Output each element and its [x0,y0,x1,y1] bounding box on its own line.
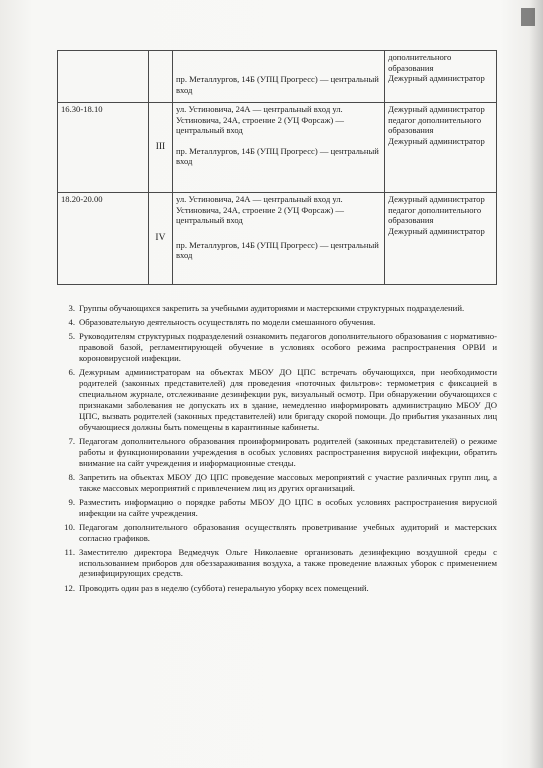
list-item [57,497,497,519]
order-items-list [57,303,497,597]
item-number: 11. [64,546,75,557]
scan-edge-shadow [529,0,543,768]
item-number: 3. [68,303,75,313]
responsible-line: дополнительного образования [388,52,452,73]
item-number: 9. [68,496,75,507]
address-line: пр. Металлургов, 14Б (УПЦ Прогресс) — центральный вход [175,74,379,95]
responsible-cell [385,193,497,285]
item-number: 12. [64,582,75,593]
group-cell: IV [148,193,172,285]
item-number: 8. [68,471,75,482]
time-cell: 16.30-18.10 [58,103,149,193]
item-text: Дежурным администраторам на объектах МБОУ ДО ЦПС встречать обучающихся, при необходимости родителей (законных представителей) для проведения «поточных фильтров»: термометрия с фиксацией в специальном журнале, отслеживание дезинфекции рук, визуальный осмотр. При обнаружении обучающихся с признаками заболевания не допускать их в здание, немедленно информировать администрацию МБОУ ДО ЦПС, вызвать родителей (законных представителей) или бригаду скорой помощи. До прибытия указанных лиц обучающиеся должны быть помещены в карантинные кабинеты. [79,367,497,432]
list-item [57,303,497,314]
item-number: 10. [64,521,75,532]
list-item [57,472,497,494]
item-text: Педагогам дополнительного образования осуществлять проветривание учебных аудиторий и мастерских согласно графиков. [79,521,497,543]
responsible-cell [385,103,497,193]
responsible-line: Дежурный администратор [388,225,485,236]
address-cell [172,51,384,103]
address-cell [172,193,384,285]
address-cell [172,103,384,193]
table-row [58,193,497,285]
scan-corner-mark [521,8,535,26]
list-item [57,583,497,594]
schedule-table [57,50,497,285]
group-cell [148,51,172,103]
item-text: Группы обучающихся закрепить за учебными аудиториями и мастерскими структурных подразделений. [79,303,465,313]
responsible-line: Дежурный администратор [388,135,485,146]
list-item [57,522,497,544]
item-text: Педагогам дополнительного образования проинформировать родителей (законных представителей) о режиме работы и функционировании учреждения в особых условиях распространения вирусной инфекции, обратить внимание на сайт учреждения и информационные стенды. [79,435,497,468]
responsible-line: Дежурный администратор [388,73,485,84]
address-line: ул. Устиновича, 24А — центральный вход ул. Устиновича, 24А, строение 2 (УЦ Форсаж) — центральный вход [175,104,345,136]
item-number: 4. [68,317,75,328]
list-item [57,331,497,364]
address-line: пр. Металлургов, 14Б (УПЦ Прогресс) — центральный вход [175,239,379,261]
item-number: 5. [68,331,75,342]
list-item [57,436,497,469]
responsible-line: Дежурный администратор педагог дополнительного образования [388,194,485,226]
address-line: ул. Устиновича, 24А — центральный вход ул. Устиновича, 24А, строение 2 (УЦ Форсаж) — центральный вход [175,194,345,226]
address-line: пр. Металлургов, 14Б (УПЦ Прогресс) — центральный вход [175,145,379,167]
responsible-cell [385,51,497,103]
item-text: Руководителям структурных подразделений ознакомить педагогов дополнительного образования с нормативно-правовой базой, регламентирующей обучение в условиях особого режима распространения ОРВИ и короновирусной инфекции. [79,331,497,363]
item-text: Заместителю директора Ведмедчук Ольге Николаевне организовать дезинфекцию воздушной среды с использованием приборов для обеззараживания воздуха, а также проведение влажных уборок с применением дезинфицирующих средств. [79,546,497,579]
table-row [58,51,497,103]
item-number: 7. [68,435,75,446]
item-text: Разместить информацию о порядке работы МБОУ ДО ЦПС в особых условиях распространения вирусной инфекции на сайте учреждения. [79,496,497,518]
item-text: Проводить один раз в неделю (суббота) генеральную уборку всех помещений. [79,582,369,593]
list-item [57,547,497,580]
list-item [57,367,497,432]
address-line [176,52,381,74]
item-text: Образовательную деятельность осуществлять по модели смешанного обучения. [79,317,376,328]
time-cell: 18.20-20.00 [58,193,149,285]
time-cell [58,51,149,103]
group-cell: III [148,103,172,193]
item-number: 6. [68,367,75,378]
item-text: Запретить на объектах МБОУ ДО ЦПС проведение массовых мероприятий с участие различных групп лиц, а также массовых мероприятий с привлечением лиц из других организаций. [79,471,497,493]
responsible-line: Дежурный администратор педагог дополнительного образования [388,104,485,136]
table-row [58,103,497,193]
list-item [57,317,497,328]
